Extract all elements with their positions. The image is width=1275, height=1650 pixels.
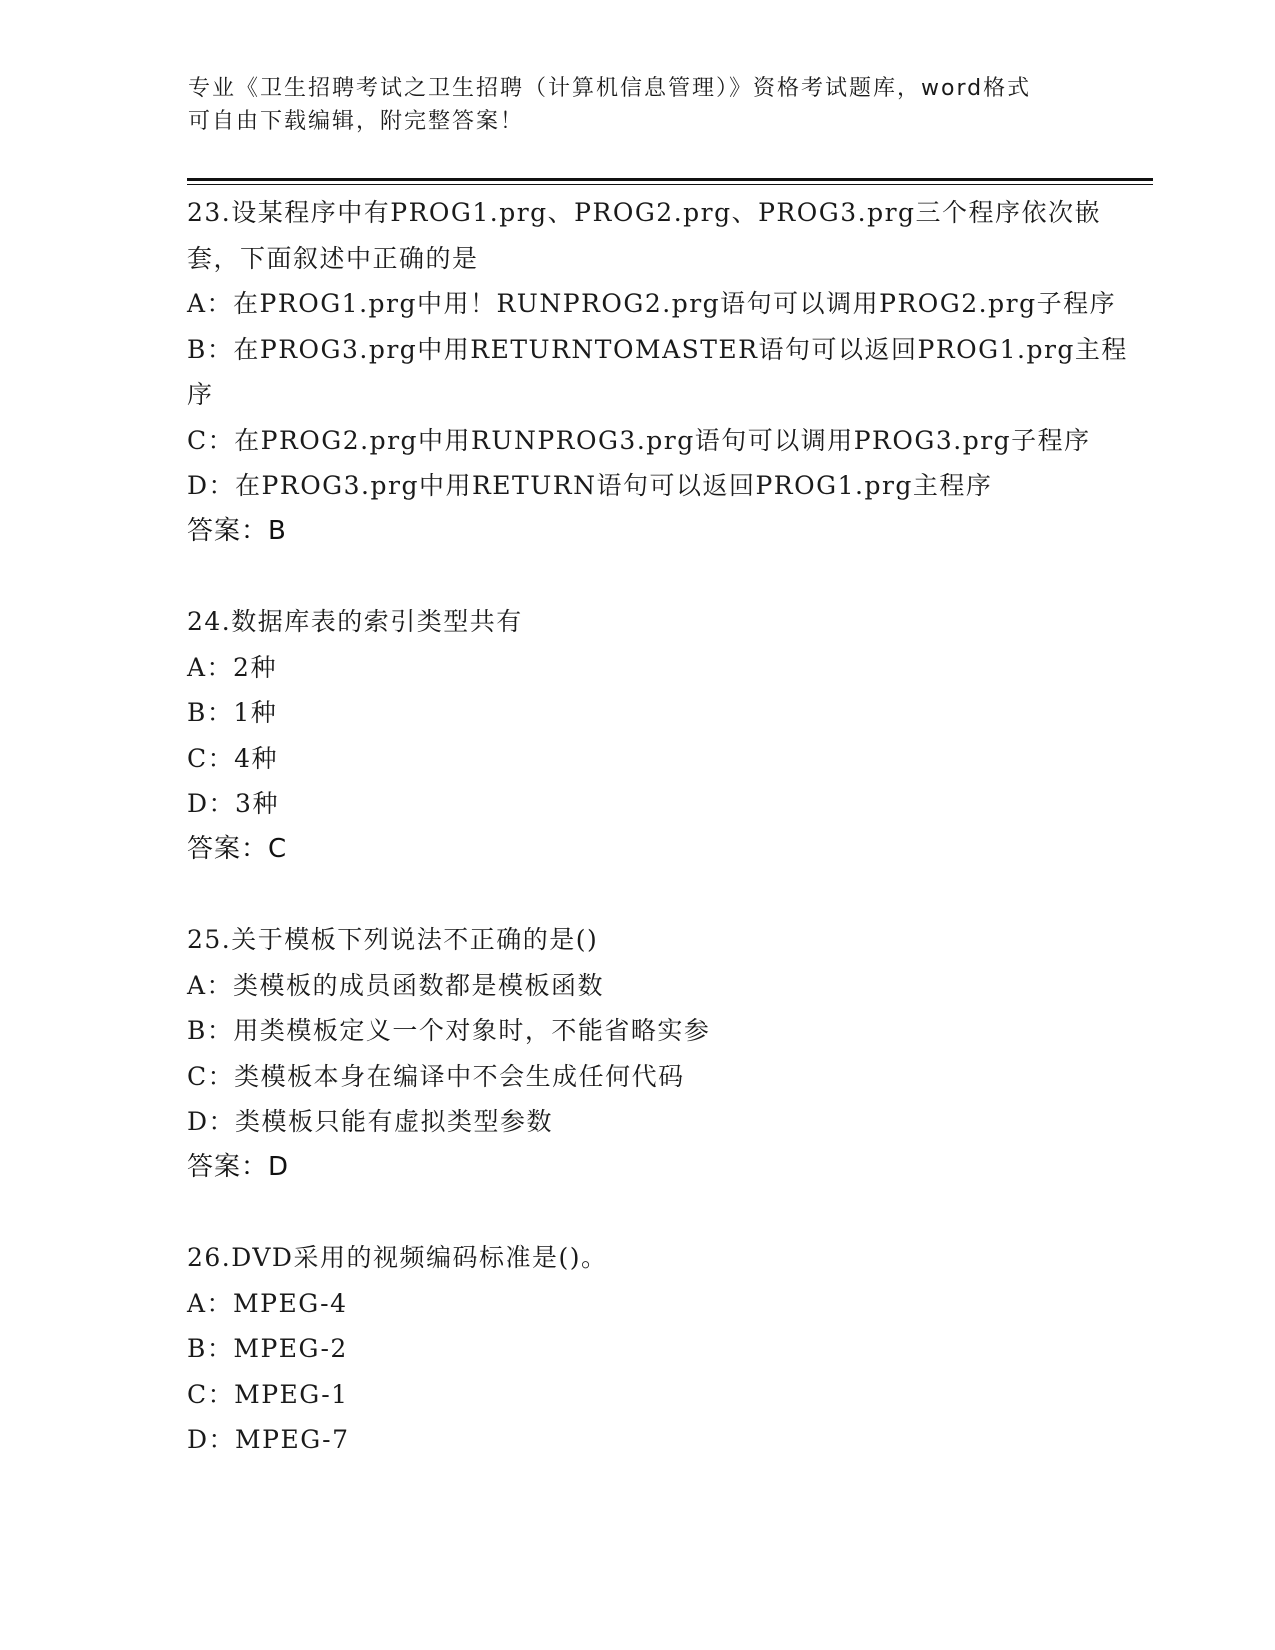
- option-a: A：在PROG1.prg中用！RUNPROG2.prg语句可以调用PROG2.prg子程序: [187, 289, 1117, 318]
- question-25: [187, 917, 1087, 1190]
- question-stem-line: 23.设某程序中有PROG1.prg、PROG2.prg、PROG3.prg三个程序依次嵌: [187, 198, 1102, 227]
- option-b: B：用类模板定义一个对象时，不能省略实参: [187, 1016, 711, 1045]
- question-spacer: [187, 554, 1087, 599]
- header-divider-thin: [187, 184, 1153, 185]
- option-d: D：3种: [187, 789, 279, 818]
- option-b: B：1种: [187, 698, 278, 727]
- option-d: D：在PROG3.prg中用RETURN语句可以返回PROG1.prg主程序: [187, 471, 993, 500]
- option-d: D：MPEG-7: [187, 1425, 350, 1454]
- question-list: [187, 190, 1128, 1463]
- answer-line: 答案：D: [187, 1151, 290, 1182]
- document-header: [188, 72, 1088, 138]
- header-divider-thick: [187, 178, 1153, 181]
- question-stem-line: 套，下面叙述中正确的是: [187, 243, 479, 273]
- option-b-continued: 序: [187, 380, 214, 409]
- option-d: D：类模板只能有虚拟类型参数: [187, 1107, 554, 1136]
- question-26: [187, 1235, 1087, 1463]
- option-c: C：类模板本身在编译中不会生成任何代码: [187, 1061, 685, 1091]
- question-stem: 25.关于模板下列说法不正确的是(): [187, 925, 599, 954]
- option-b: B：在PROG3.prg中用RETURNTOMASTER语句可以返回PROG1.prg主程: [187, 334, 1128, 364]
- question-spacer: [187, 872, 1087, 917]
- question-23: [187, 190, 1128, 554]
- header-line-1: 专业《卫生招聘考试之卫生招聘（计算机信息管理）》资格考试题库，word格式: [188, 76, 1032, 101]
- option-a: A：类模板的成员函数都是模板函数: [187, 970, 605, 1000]
- option-c: C：4种: [187, 743, 279, 773]
- question-spacer: [187, 1190, 1087, 1235]
- option-a: A：2种: [187, 652, 277, 682]
- question-stem: 26.DVD采用的视频编码标准是()。: [187, 1243, 608, 1272]
- option-c: C：MPEG-1: [187, 1379, 349, 1409]
- question-stem: 24.数据库表的索引类型共有: [187, 607, 523, 636]
- option-b: B：MPEG-2: [187, 1334, 348, 1363]
- question-24: [187, 599, 1087, 872]
- answer-line: 答案：C: [187, 833, 288, 864]
- option-c: C：在PROG2.prg中用RUNPROG3.prg语句可以调用PROG3.prg子程序: [187, 425, 1091, 455]
- header-line-2: 可自由下载编辑，附完整答案！: [188, 109, 525, 134]
- answer-line: 答案：B: [187, 515, 287, 546]
- option-a: A：MPEG-4: [187, 1288, 348, 1318]
